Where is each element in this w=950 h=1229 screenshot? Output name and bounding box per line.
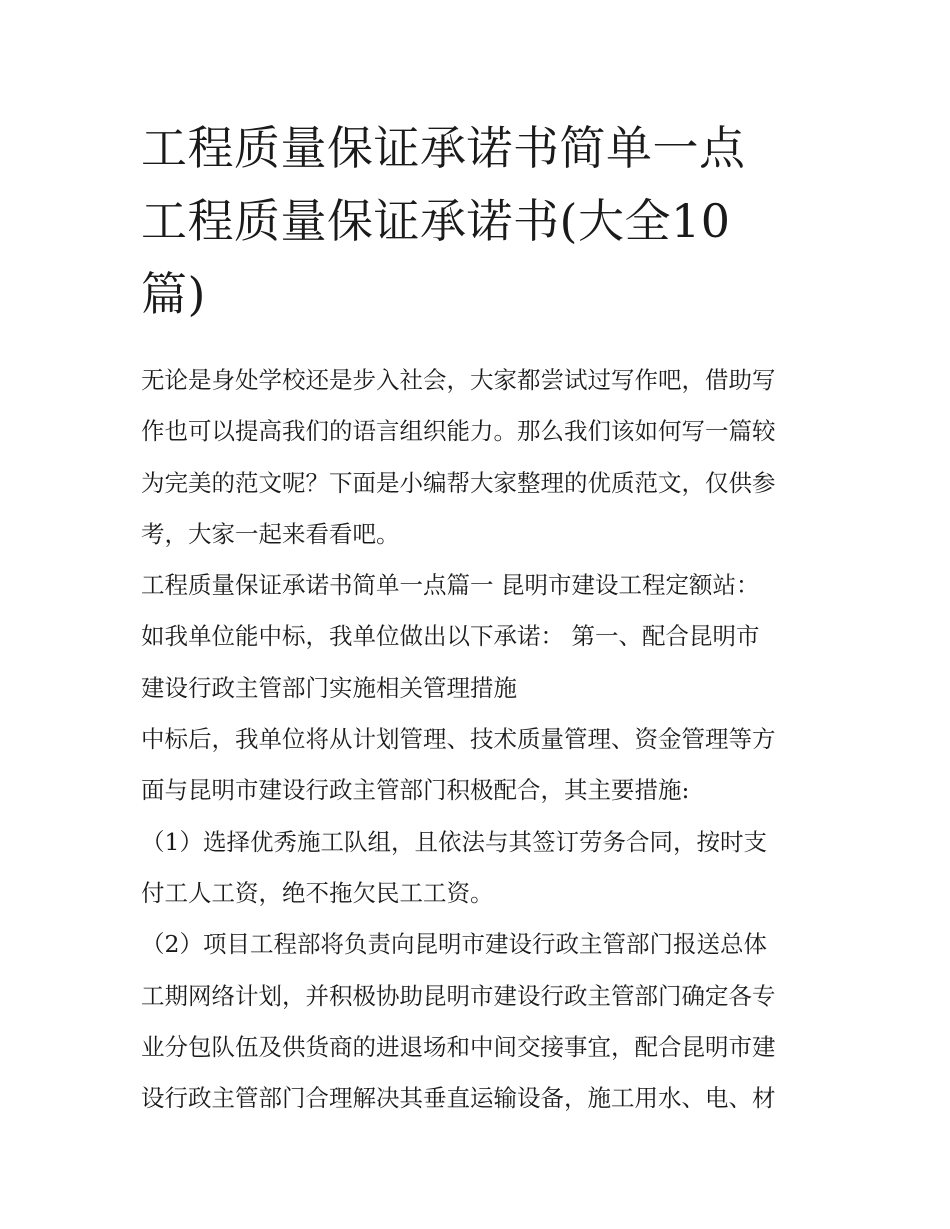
body-line-13: 工期网络计划，并积极协助昆明市建设行政主管部门确定各专: [141, 981, 776, 1010]
body-line-11: 付工人工资，绝不拖欠民工工资。: [141, 878, 494, 907]
body-line-10: （1）选择优秀施工队组，且依法与其签订劳务合同，按时支: [141, 827, 767, 856]
title-line-2: 工程质量保证承诺书(大全10: [141, 194, 731, 248]
body-line-1: 无论是身处学校还是步入社会，大家都尝试过写作吧，借助写: [141, 366, 776, 394]
document-content: [141, 112, 816, 1124]
body-line-4: 考，大家一起来看看吧。: [141, 519, 400, 548]
body-line-3: 为完美的范文呢？下面是小编帮大家整理的优质范文，仅供参: [141, 468, 776, 497]
body-line-7: 建设行政主管部门实施相关管理措施: [141, 673, 517, 702]
body-line-8: 中标后，我单位将从计划管理、技术质量管理、资金管理等方: [141, 725, 776, 754]
body-line-2: 作也可以提高我们的语言组织能力。那么我们该如何写一篇较: [141, 417, 776, 446]
body-line-15: 设行政主管部门合理解决其垂直运输设备，施工用水、电、材: [141, 1084, 776, 1113]
body-line-12: （2）项目工程部将负责向昆明市建设行政主管部门报送总体: [141, 930, 767, 959]
body-line-6: 如我单位能中标，我单位做出以下承诺： 第一、配合昆明市: [141, 622, 760, 651]
body-line-14: 业分包队伍及供货商的进退场和中间交接事宜，配合昆明市建: [141, 1032, 776, 1061]
body-line-5: 工程质量保证承诺书简单一点篇一 昆明市建设工程定额站：: [141, 571, 760, 600]
title-line-1: 工程质量保证承诺书简单一点: [141, 121, 746, 175]
body-line-9: 面与昆明市建设行政主管部门积极配合，其主要措施:: [141, 776, 690, 805]
title-line-3: 篇): [141, 267, 206, 321]
document-title: [141, 112, 816, 331]
document-body: [141, 355, 816, 1124]
